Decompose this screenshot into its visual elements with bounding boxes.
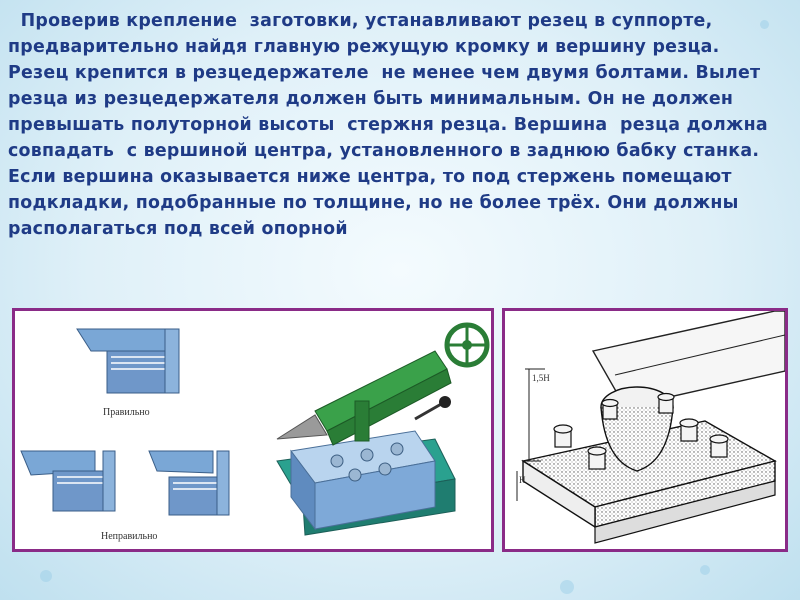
diagram-incorrect-1 — [21, 451, 115, 511]
illustration-panel-left — [12, 308, 494, 552]
caption-incorrect: Неправильно — [101, 531, 158, 542]
dimension-label-h: Н — [519, 475, 526, 485]
illustration-panel-right — [502, 308, 788, 552]
background-dot — [40, 570, 52, 582]
tailstock-illustration — [277, 325, 487, 535]
diagram-incorrect-2 — [149, 451, 229, 515]
dimension-label-1-5h: 1,5Н — [532, 373, 550, 383]
toolholder-drawing — [505, 311, 785, 549]
background-dot — [700, 565, 710, 575]
caption-correct: Правильно — [103, 407, 150, 418]
background-dot — [560, 580, 574, 594]
tool-mounting-diagrams — [15, 311, 491, 549]
diagram-correct — [77, 329, 179, 393]
body-paragraph: Проверив крепление заготовки, устанавливают резец в суппорте, предварительно найдя главную режущую кромку и вершину резца. Резец крепится в резцедержателе не менее чем двумя болтами. Вылет резца из резцедержателя должен быть минимальным. Он не должен превышать полуторной высоты стержня резца. Вершина резца должна совпадать с вершиной центра, установленного в заднюю бабку станка. Если вершина оказывается ниже центра, то под стержень помещают подкладки, подобранные по толщине, но не более трёх. Они должны располагаться под всей опорной — [8, 11, 775, 239]
